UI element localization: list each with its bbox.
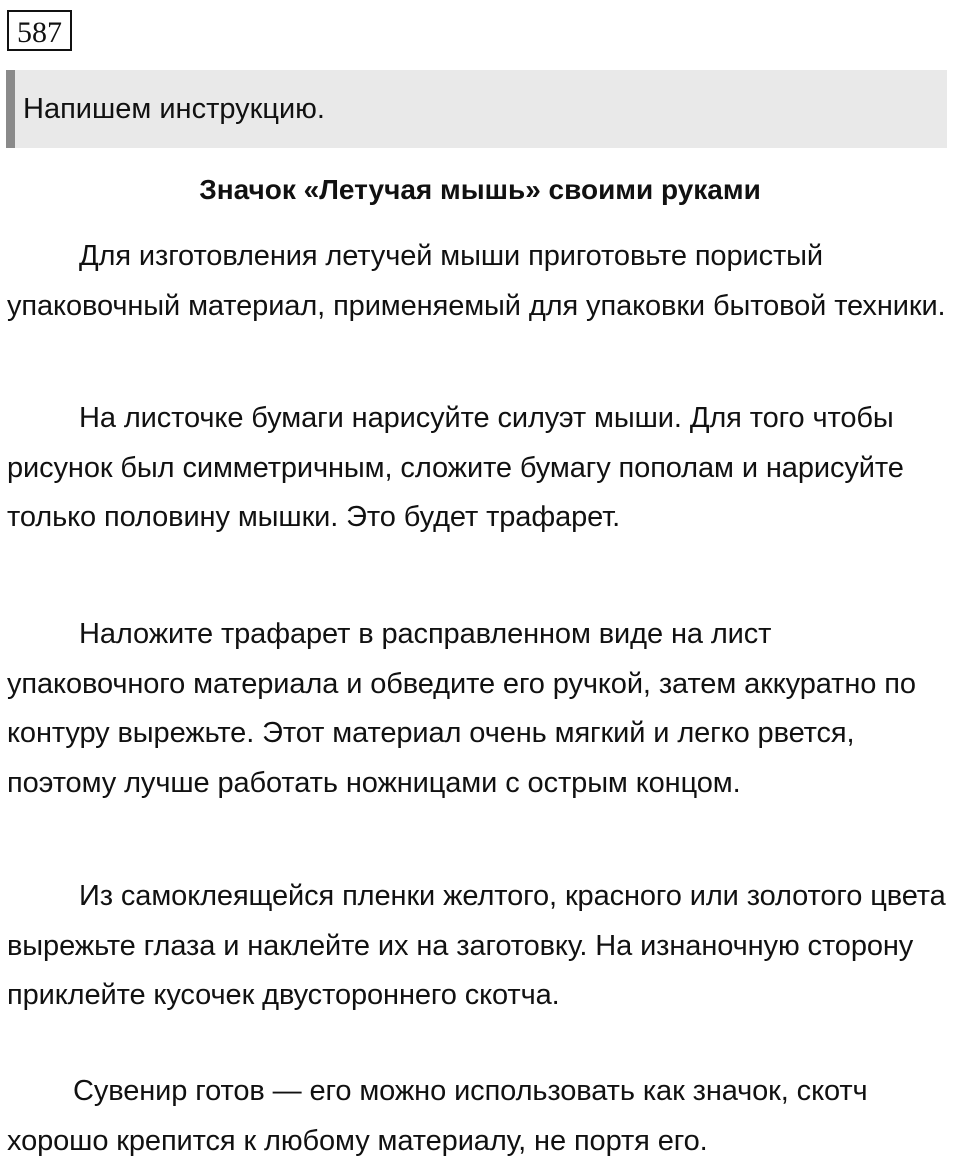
paragraph-eyes: Из самоклеящейся пленки желтого, красного или золотого цвета вырежьте глаза и наклейте их на заготовку. На изнаночную сторону приклейте кусочек двустороннего скотча. [7, 880, 946, 1011]
paragraph-materials: Для изготовления летучей мыши приготовьте пористый упаковочный материал, применяемый для упаковки бытовой техники. [7, 240, 946, 322]
task-number-badge: 587 [7, 10, 72, 51]
paragraph-cutting: Наложите трафарет в расправленном виде на лист упаковочного материала и обведите его ручкой, затем аккуратно по контуру вырежьте. Этот материал очень мягкий и легко рвется, поэтому лучше работать ножницами с острым концом. [7, 618, 916, 799]
paragraph-finish: Сувенир готов — его можно использовать как значок, скотч хорошо крепится к любому материалу, не портя его. [7, 1075, 868, 1157]
banner-text: Напишем инструкцию. [23, 93, 325, 125]
instruction-banner [6, 70, 947, 148]
banner-accent-bar [6, 70, 15, 148]
document-title: Значок «Летучая мышь» своими руками [199, 174, 761, 205]
paragraph-stencil: На листочке бумаги нарисуйте силуэт мыши. Для того чтобы рисунок был симметричным, сложите бумагу пополам и нарисуйте только половину мышки. Это будет трафарет. [7, 402, 904, 533]
